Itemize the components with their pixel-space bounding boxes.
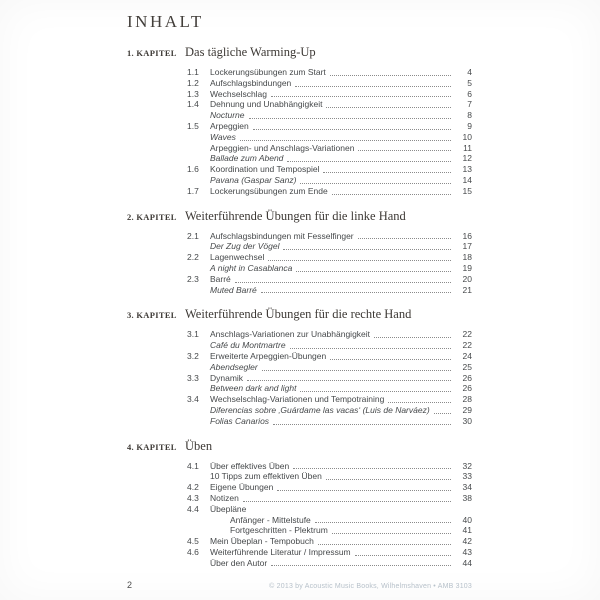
toc-item-title: Folias Canarios — [210, 415, 270, 426]
dot-leader — [332, 533, 451, 534]
toc-item-page: 12 — [462, 153, 472, 164]
dot-leader — [295, 86, 451, 87]
toc-item-title: Lockerungsübungen zum Start — [210, 67, 326, 77]
toc-item-number: 3.3 — [187, 372, 199, 383]
toc-item-page: 40 — [462, 514, 472, 525]
dot-leader — [277, 490, 451, 491]
dot-leader — [247, 380, 451, 381]
toc-item-title: Mein Übeplan - Tempobuch — [210, 536, 314, 547]
dot-leader — [243, 501, 451, 502]
toc-item-page: 33 — [462, 471, 472, 482]
toc-item-title: Pavana (Gaspar Sanz) — [210, 174, 297, 185]
toc-row — [187, 175, 472, 186]
dot-leader — [318, 544, 451, 545]
dot-leader — [271, 565, 451, 566]
chapter-header — [127, 209, 472, 224]
chapter-label: 3. KAPITEL — [127, 310, 177, 321]
dot-leader — [253, 129, 451, 130]
dot-leader — [358, 238, 451, 239]
dot-leader — [271, 96, 451, 97]
toc-item-title: Diferencias sobre ‚Guárdame las vacas‘ (Luis de Narváez) — [210, 404, 430, 415]
dot-leader — [358, 150, 451, 151]
toc-row — [187, 471, 472, 482]
dot-leader — [293, 468, 451, 469]
toc-item-page: 14 — [462, 174, 472, 185]
toc-item-title: Fortgeschritten - Plektrum — [230, 525, 328, 536]
toc-item-page: 8 — [467, 110, 472, 121]
chapter-title: Weiterführende Übungen für die rechte Hand — [185, 307, 412, 322]
toc-row — [187, 329, 472, 340]
toc-item-page: 5 — [467, 77, 472, 88]
toc-item-title: Notizen — [210, 492, 239, 503]
toc-item-page: 26 — [462, 383, 472, 394]
toc-item-page: 28 — [462, 394, 472, 405]
chapter-title: Das tägliche Warming-Up — [185, 45, 316, 59]
dot-leader — [326, 107, 451, 108]
toc-item-page: 43 — [462, 546, 472, 557]
toc-row — [187, 394, 472, 405]
toc-item-title: Der Zug der Vögel — [210, 241, 280, 252]
toc-item-title: Arpeggien- und Anschlags-Variationen — [210, 142, 355, 153]
toc-item-number: 1.3 — [187, 88, 199, 99]
dot-leader — [330, 359, 451, 360]
toc-item-title: Übepläne — [210, 503, 247, 514]
dot-leader — [374, 337, 451, 338]
chapter-title: Weiterführende Übungen für die linke Hand — [185, 208, 406, 223]
toc-item-number: 4.6 — [187, 546, 199, 557]
dot-leader — [355, 555, 451, 556]
toc-row — [187, 504, 472, 515]
toc-row — [187, 351, 472, 362]
table-of-contents — [127, 45, 472, 568]
toc-item-page: 42 — [462, 536, 472, 547]
toc-item-number: 4.4 — [187, 503, 199, 514]
toc-item-title: Wechselschlag — [210, 88, 268, 99]
dot-leader — [326, 479, 451, 480]
toc-item-title: Aufschlagsbindungen mit Fesselfinger — [210, 230, 354, 241]
toc-row — [187, 536, 472, 547]
toc-item-page: 25 — [462, 361, 472, 372]
toc-row — [187, 515, 472, 526]
chapter-header — [127, 439, 472, 454]
toc-row — [187, 231, 472, 242]
chapter-label: 4. KAPITEL — [127, 441, 177, 452]
toc-item-number: 4.2 — [187, 482, 199, 493]
toc-row — [187, 67, 472, 78]
toc-item-page: 15 — [462, 185, 472, 196]
toc-item-number: 3.4 — [187, 394, 199, 405]
toc-item-number: 1.4 — [187, 99, 199, 110]
dot-leader — [283, 249, 451, 250]
toc-item-title: Aufschlagsbindungen — [210, 77, 292, 88]
toc-item-page: 24 — [462, 350, 472, 361]
toc-item-title: Dehnung und Unabhängigkeit — [210, 99, 323, 110]
toc-item-title: Café du Montmartre — [210, 340, 286, 351]
dot-leader — [261, 292, 451, 293]
toc-row — [187, 416, 472, 427]
toc-item-title: Between dark and light — [210, 383, 297, 394]
chapter-items — [187, 329, 472, 426]
toc-item-number: 3.2 — [187, 350, 199, 361]
dot-leader — [290, 348, 451, 349]
dot-leader — [330, 75, 451, 76]
toc-item-title: Lagenwechsel — [210, 252, 265, 263]
toc-item-page: 4 — [467, 67, 472, 77]
toc-item-title: Erweiterte Arpeggien-Übungen — [210, 350, 327, 361]
chapter-header — [127, 307, 472, 322]
dot-leader — [235, 282, 451, 283]
toc-item-page: 22 — [462, 340, 472, 351]
chapter-1 — [127, 45, 472, 197]
toc-item-number: 4.1 — [187, 460, 199, 471]
toc-item-title: Barré — [210, 273, 231, 284]
toc-item-title: Abendsegler — [210, 361, 258, 372]
toc-item-page: 20 — [462, 273, 472, 284]
page-footer — [127, 580, 472, 590]
toc-item-title: A night in Casablanca — [210, 262, 293, 273]
dot-leader — [273, 424, 451, 425]
chapter-label: 2. KAPITEL — [127, 211, 177, 222]
toc-item-page: 19 — [462, 262, 472, 273]
chapter-items — [187, 461, 472, 569]
toc-item-title: Anfänger - Mittelstufe — [230, 514, 311, 525]
toc-row — [187, 547, 472, 558]
toc-item-number: 1.2 — [187, 77, 199, 88]
toc-row — [187, 78, 472, 89]
toc-row — [187, 164, 472, 175]
toc-item-page: 32 — [462, 460, 472, 471]
toc-row — [187, 99, 472, 110]
toc-item-page: 6 — [467, 88, 472, 99]
toc-item-page: 26 — [462, 372, 472, 383]
toc-item-page: 38 — [462, 492, 472, 503]
toc-row — [187, 110, 472, 121]
toc-row — [187, 340, 472, 351]
toc-row — [187, 558, 472, 569]
toc-item-page: 30 — [462, 415, 472, 426]
dot-leader — [300, 183, 451, 184]
toc-item-title: Koordination und Tempospiel — [210, 164, 320, 175]
toc-row — [187, 153, 472, 164]
toc-item-page: 29 — [462, 404, 472, 415]
toc-row — [187, 405, 472, 416]
toc-item-title: Nocturne — [210, 110, 245, 121]
toc-row — [187, 132, 472, 143]
toc-item-number: 1.5 — [187, 120, 199, 131]
toc-item-title: Wechselschlag-Variationen und Tempotraining — [210, 394, 385, 405]
chapter-3 — [127, 307, 472, 426]
toc-item-number: 4.5 — [187, 536, 199, 547]
page-title: INHALT — [127, 12, 204, 31]
toc-item-title: Über den Autor — [210, 557, 268, 568]
toc-item-page: 9 — [467, 120, 472, 131]
toc-item-page: 13 — [462, 164, 472, 175]
toc-item-title: Über effektives Üben — [210, 460, 290, 471]
toc-item-number: 2.3 — [187, 273, 199, 284]
toc-row — [187, 143, 472, 154]
dot-leader — [323, 172, 451, 173]
chapter-label: 1. KAPITEL — [127, 48, 177, 58]
toc-item-page: 34 — [462, 482, 472, 493]
toc-item-title: Waves — [210, 131, 236, 142]
dot-leader — [332, 194, 451, 195]
toc-row — [187, 461, 472, 472]
dot-leader — [240, 140, 451, 141]
dot-leader — [268, 260, 451, 261]
toc-item-title: Ballade zum Abend — [210, 153, 284, 164]
toc-item-number: 4.3 — [187, 492, 199, 503]
dot-leader — [315, 522, 451, 523]
toc-row — [187, 525, 472, 536]
toc-item-page: 21 — [462, 284, 472, 295]
copyright-notice: © 2013 by Acoustic Music Books, Wilhelmshaven • AMB 3103 — [269, 583, 472, 590]
chapter-2 — [127, 209, 472, 296]
toc-item-title: Lockerungsübungen zum Ende — [210, 185, 328, 196]
chapter-header — [127, 45, 472, 60]
toc-item-title: Arpeggien — [210, 120, 249, 131]
toc-row — [187, 241, 472, 252]
toc-item-number: 1.6 — [187, 164, 199, 175]
toc-row — [187, 263, 472, 274]
toc-row — [187, 252, 472, 263]
dot-leader — [296, 271, 451, 272]
toc-item-page: 18 — [462, 252, 472, 263]
toc-item-number: 3.1 — [187, 329, 199, 340]
toc-item-page: 17 — [462, 241, 472, 252]
toc-item-number: 2.2 — [187, 252, 199, 263]
toc-row — [187, 482, 472, 493]
dot-leader — [388, 402, 451, 403]
chapter-items — [187, 67, 472, 197]
toc-item-page: 7 — [467, 99, 472, 110]
toc-row — [187, 373, 472, 384]
toc-item-title: Dynamik — [210, 372, 244, 383]
toc-item-number: 1.7 — [187, 185, 199, 196]
toc-item-number: 2.1 — [187, 230, 199, 241]
toc-item-page: 22 — [462, 329, 472, 340]
toc-row — [187, 274, 472, 285]
chapter-title: Üben — [185, 438, 213, 453]
dot-leader — [262, 370, 451, 371]
dot-leader — [287, 161, 451, 162]
toc-row — [187, 383, 472, 394]
toc-item-title: 10 Tipps zum effektiven Üben — [210, 471, 322, 482]
toc-item-title: Anschlags-Variationen zur Unabhängigkeit — [210, 329, 371, 340]
toc-row — [187, 493, 472, 504]
toc-item-title: Muted Barré — [210, 284, 257, 295]
toc-row — [187, 362, 472, 373]
chapter-items — [187, 231, 472, 296]
toc-item-page: 44 — [462, 557, 472, 568]
toc-item-page: 10 — [462, 131, 472, 142]
dot-leader — [434, 413, 451, 414]
toc-item-title: Weiterführende Literatur / Impressum — [210, 546, 351, 557]
toc-row — [187, 89, 472, 100]
page-number: 2 — [127, 580, 133, 590]
toc-item-page: 41 — [462, 525, 472, 536]
toc-row — [187, 121, 472, 132]
toc-item-page: 16 — [462, 230, 472, 241]
toc-item-number: 1.1 — [187, 67, 199, 77]
toc-row — [187, 186, 472, 197]
toc-row — [187, 285, 472, 296]
toc-item-page: 11 — [463, 142, 472, 153]
dot-leader — [300, 391, 451, 392]
toc-item-title: Eigene Übungen — [210, 482, 274, 493]
chapter-4 — [127, 439, 472, 569]
dot-leader — [249, 118, 452, 119]
